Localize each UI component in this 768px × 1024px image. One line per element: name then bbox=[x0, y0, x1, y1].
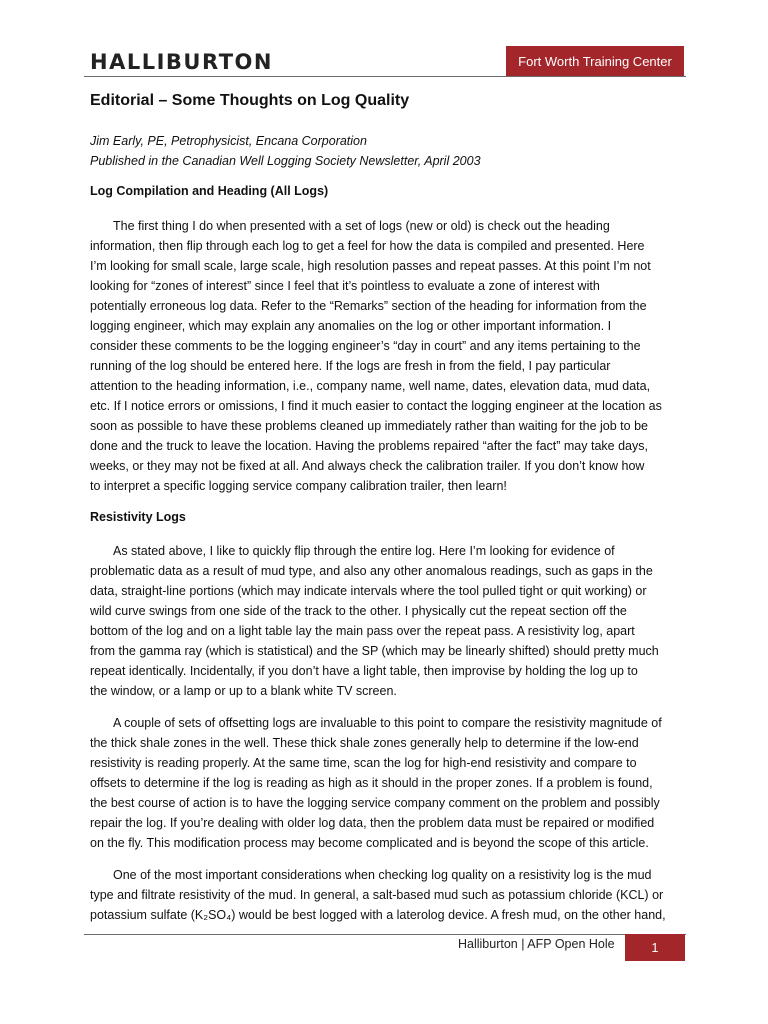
paragraph-resistivity-1 bbox=[90, 541, 690, 701]
text-line: information, then flip through each log to get a feel for how the data is compiled and presented. Here bbox=[90, 239, 645, 253]
page-number: 1 bbox=[625, 934, 685, 961]
text-line: done and the truck to leave the location. Having the problems repaired “after the fact” may take days, bbox=[90, 439, 648, 453]
text-line: attention to the heading information, i.e., company name, well name, dates, elevation data, mud data, bbox=[90, 379, 651, 393]
text-line: the window, or a lamp or up to a blank white TV screen. bbox=[90, 684, 397, 698]
text-line: potentially erroneous log data. Refer to the “Remarks” section of the heading for information from the bbox=[90, 299, 647, 313]
paragraph-resistivity-2 bbox=[90, 713, 690, 853]
text-line: repair the log. If you’re dealing with older log data, then the problem data must be repaired or modified bbox=[90, 816, 655, 830]
text-line: etc. If I notice errors or omissions, I find it much easier to contact the logging engineer at the location as bbox=[90, 399, 662, 413]
text-line: wild curve swings from one side of the track to the other. I physically cut the repeat section off the bbox=[90, 604, 627, 618]
text-line: The first thing I do when presented with a set of logs (new or old) is check out the heading bbox=[113, 219, 610, 233]
text-line: bottom of the log and on a light table lay the main pass over the repeat pass. A resistivity log, apart bbox=[90, 624, 635, 638]
halliburton-logo: HALLIBURTON bbox=[90, 50, 273, 74]
text-line: type and filtrate resistivity of the mud. In general, a salt-based mud such as potassium chloride (KCL) or bbox=[90, 888, 664, 902]
text-line: I’m looking for small scale, large scale, high resolution passes and repeat passes. At this point I’m not bbox=[90, 259, 651, 273]
text-line: the thick shale zones in the well. These thick shale zones generally help to determine if the low-end bbox=[90, 736, 639, 750]
text-line: from the gamma ray (which is statistical) and the SP (which may be linearly shifted) should pretty much bbox=[90, 644, 659, 658]
section-heading-resistivity: Resistivity Logs bbox=[90, 510, 186, 524]
section-heading-log-compilation: Log Compilation and Heading (All Logs) bbox=[90, 184, 329, 198]
text-line: As stated above, I like to quickly flip through the entire log. Here I’m looking for evidence of bbox=[113, 544, 615, 558]
header-divider bbox=[84, 76, 686, 77]
text-line: soon as possible to have these problems cleaned up immediately rather than waiting for the job to be bbox=[90, 419, 648, 433]
text-line: looking for “zones of interest” since I feel that it’s pointless to evaluate a zone of interest with bbox=[90, 279, 600, 293]
text-line: A couple of sets of offsetting logs are invaluable to this point to compare the resistivity magnitude of bbox=[113, 716, 662, 730]
text-line: repeat identically. Incidentally, if you don’t have a light table, then improvise by holding the log up to bbox=[90, 664, 638, 678]
text-line: data, straight-line portions (which may indicate intervals where the tool pulled tight or quit working) or bbox=[90, 584, 647, 598]
text-line: consider these comments to be the logging engineer’s “day in court” and any items pertaining to the bbox=[90, 339, 641, 353]
footer-divider bbox=[84, 934, 686, 935]
training-center-badge: Fort Worth Training Center bbox=[506, 46, 684, 76]
text-line: running of the log should be entered here. If the logs are fresh in from the field, I pay particular bbox=[90, 359, 611, 373]
text-line: resistivity is reading properly. At the same time, scan the log for high-end resistivity and compare to bbox=[90, 756, 637, 770]
text-line: logging engineer, which may explain any anomalies on the log or other important information. I bbox=[90, 319, 612, 333]
text-line: to interpret a specific logging service company calibration trailer, then learn! bbox=[90, 479, 507, 493]
text-line: weeks, or they may not be fixed at all. And always check the calibration trailer. If you don’t know how bbox=[90, 459, 645, 473]
publication-line: Published in the Canadian Well Logging Society Newsletter, April 2003 bbox=[90, 154, 481, 168]
text-line: the best course of action is to have the logging service company comment on the problem and possibly bbox=[90, 796, 660, 810]
byline bbox=[90, 131, 481, 171]
author-line: Jim Early, PE, Petrophysicist, Encana Corporation bbox=[90, 134, 367, 148]
text-line: potassium sulfate (K₂SO₄) would be best logged with a laterolog device. A fresh mud, on the other hand, bbox=[90, 908, 666, 922]
paragraph-resistivity-3 bbox=[90, 865, 690, 925]
footer-label: Halliburton | AFP Open Hole bbox=[458, 937, 615, 951]
text-line: on the fly. This modification process may become complicated and is beyond the scope of this article. bbox=[90, 836, 649, 850]
paragraph-log-compilation bbox=[90, 216, 690, 496]
article-title: Editorial – Some Thoughts on Log Quality bbox=[90, 92, 410, 109]
text-line: offsets to determine if the log is reading as high as it should in the proper zones. If a problem is found, bbox=[90, 776, 653, 790]
text-line: One of the most important considerations when checking log quality on a resistivity log is the mud bbox=[113, 868, 652, 882]
text-line: problematic data as a result of mud type, and also any other anomalous readings, such as gaps in the bbox=[90, 564, 653, 578]
